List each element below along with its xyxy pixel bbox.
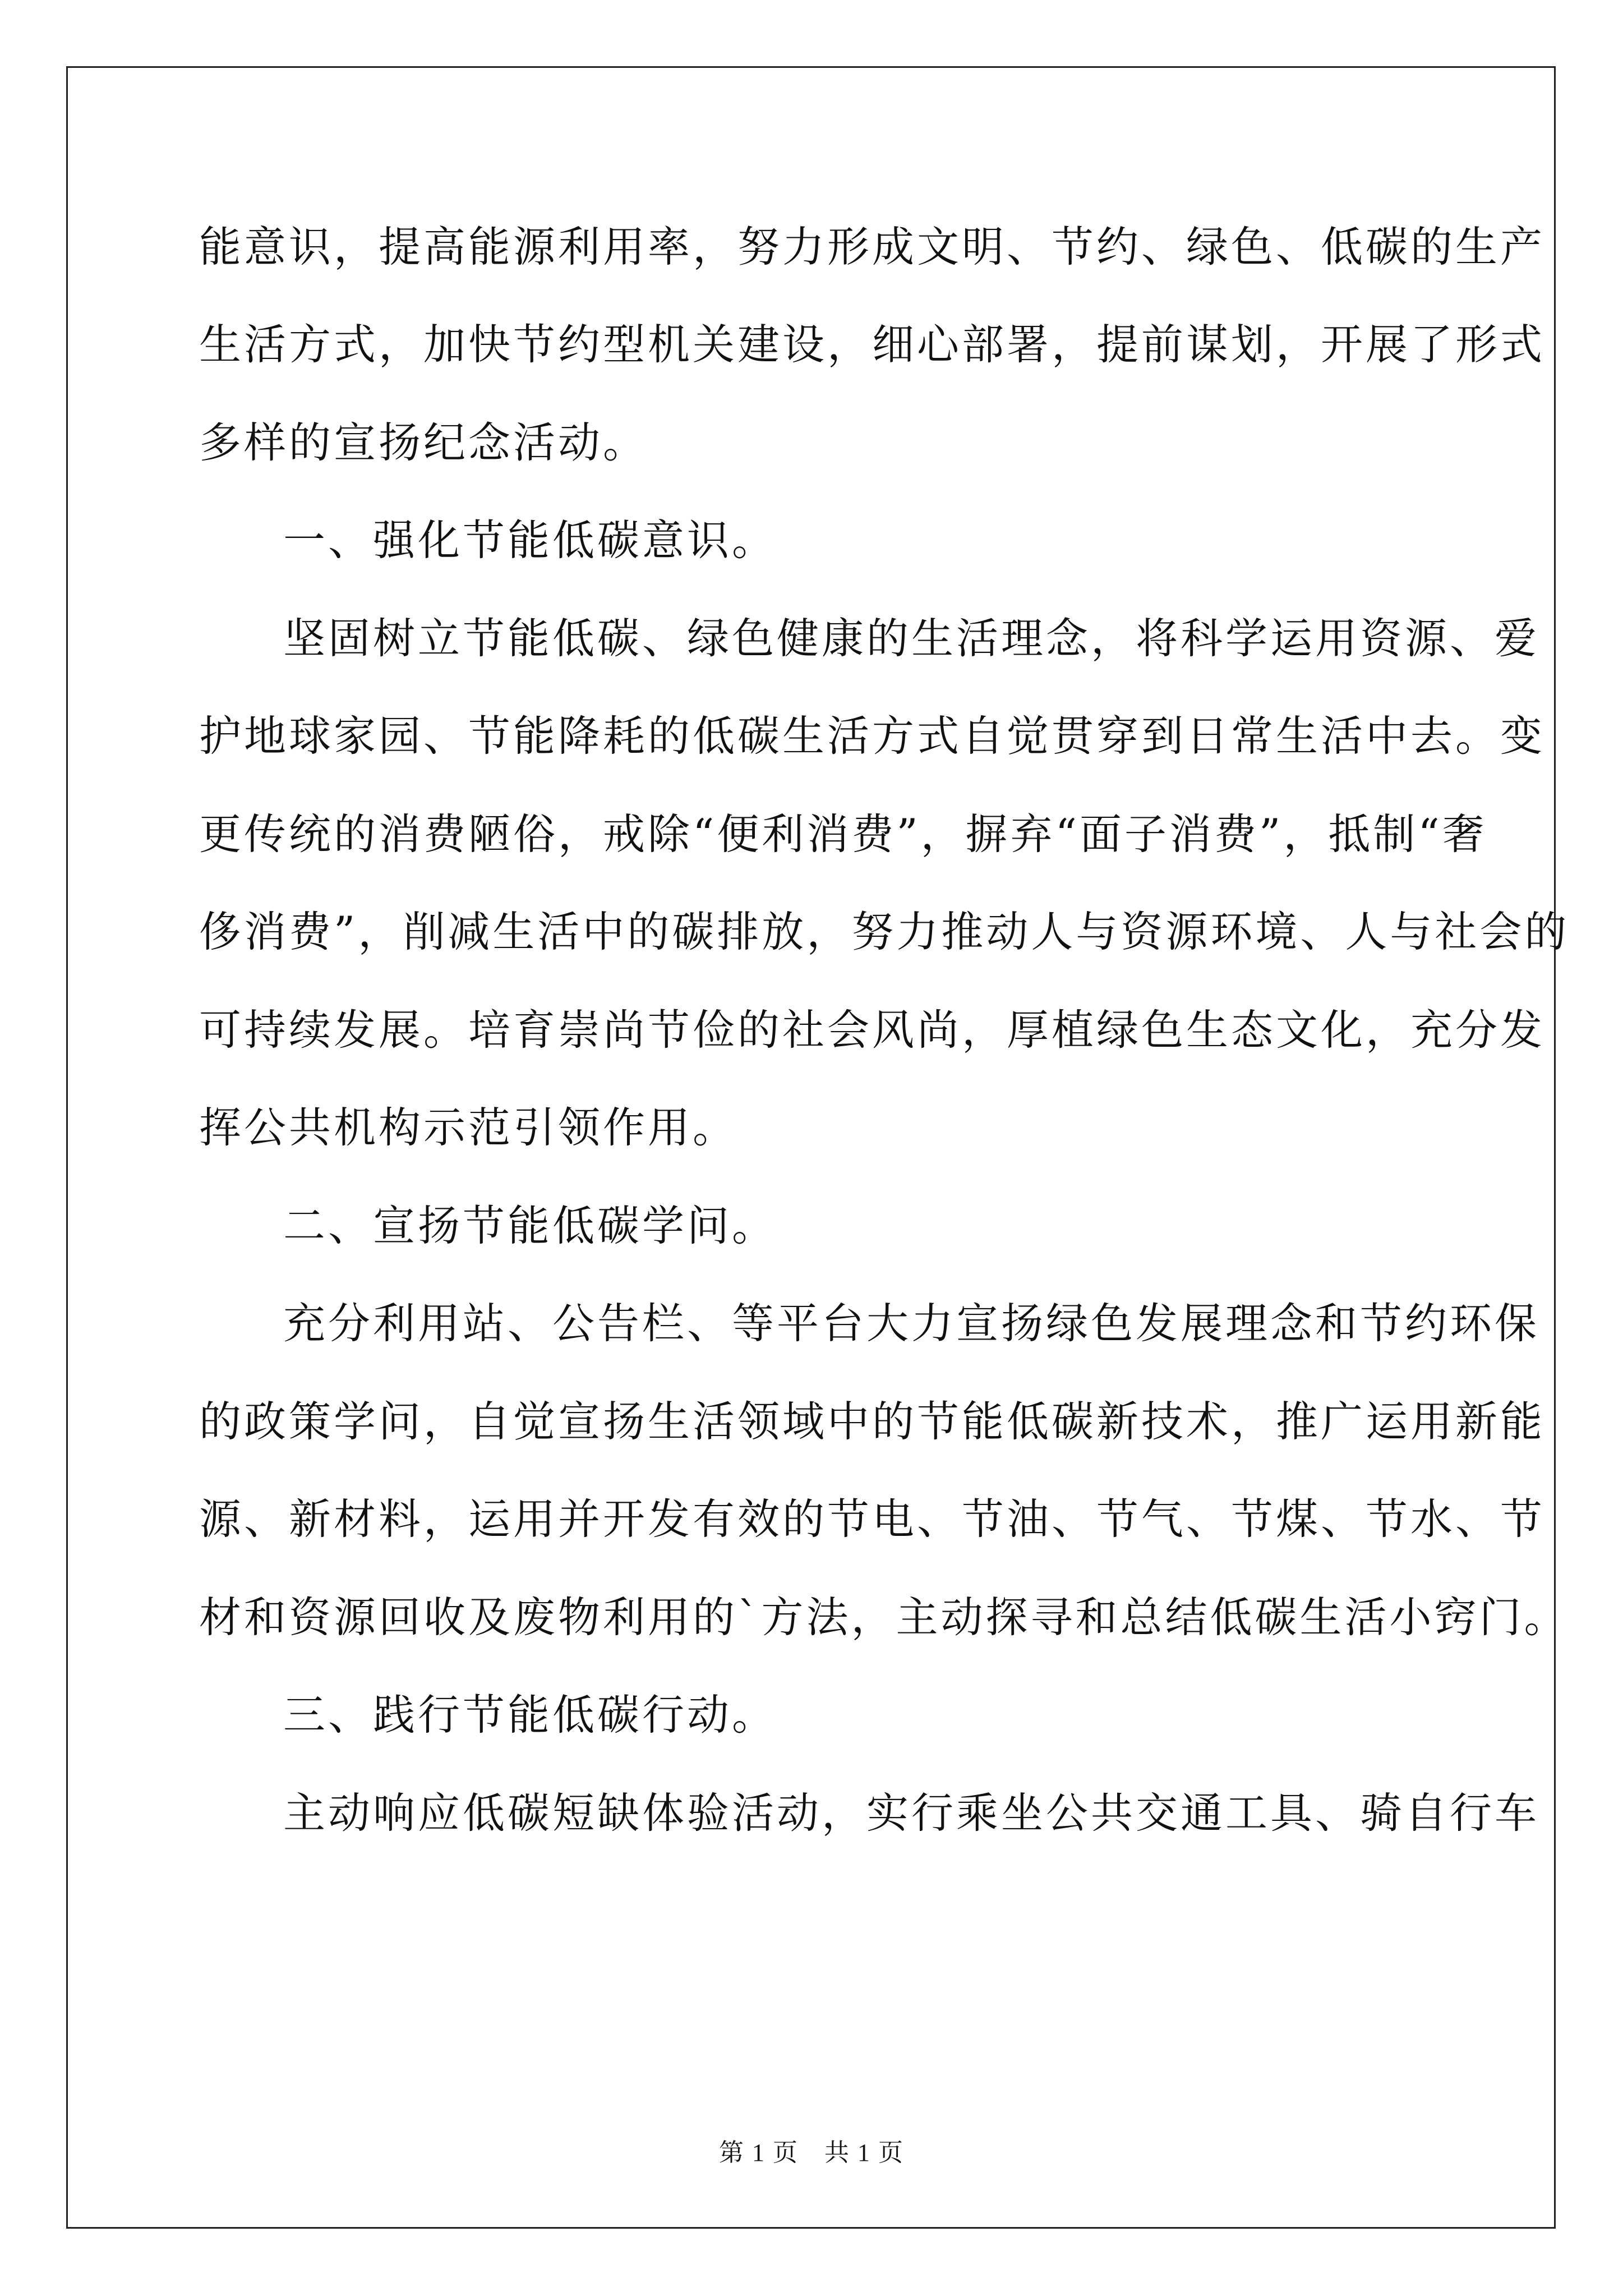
text-line: 侈消费”，削减生活中的碳排放，努力推动人与资源环境、人与社会的	[199, 907, 1570, 956]
section-heading: 三、践行节能低碳行动。	[283, 1690, 777, 1740]
text-line: 的政策学问，自觉宣扬生活领域中的节能低碳新技术，推广运用新能	[199, 1397, 1546, 1446]
page-number: 第 1 页	[719, 2139, 799, 2166]
text-line: 更传统的消费陋俗，戒除“便利消费”，摒弃“面子消费”，抵制“奢	[199, 809, 1487, 859]
text-line: 材和资源回收及废物利用的`方法，主动探寻和总结低碳生活小窍门。	[199, 1593, 1569, 1642]
text-line: 源、新材料，运用并开发有效的节电、节油、节气、节煤、节水、节	[199, 1494, 1546, 1544]
text-line: 能意识，提高能源利用率，努力形成文明、节约、绿色、低碳的生产	[199, 222, 1546, 272]
text-line: 多样的宣扬纪念活动。	[199, 418, 648, 467]
text-line: 护地球家园、节能降耗的低碳生活方式自觉贯穿到日常生活中去。变	[199, 711, 1546, 761]
section-heading: 一、强化节能低碳意识。	[283, 516, 777, 565]
text-line: 主动响应低碳短缺体验活动，实行乘坐公共交通工具、骑自行车	[283, 1788, 1540, 1838]
page-total: 共 1 页	[824, 2139, 904, 2166]
text-line: 坚固树立节能低碳、绿色健康的生活理念，将科学运用资源、爱	[283, 614, 1540, 663]
text-line: 可持续发展。培育崇尚节俭的社会风尚，厚植绿色生态文化，充分发	[199, 1005, 1546, 1055]
page-footer	[0, 2137, 1623, 2169]
text-line: 挥公共机构示范引领作用。	[199, 1103, 738, 1152]
text-line: 充分利用站、公告栏、等平台大力宣扬绿色发展理念和节约环保	[283, 1299, 1540, 1348]
section-heading: 二、宣扬节能低碳学问。	[283, 1201, 777, 1250]
text-line: 生活方式，加快节约型机关建设，细心部署，提前谋划，开展了形式	[199, 320, 1546, 369]
